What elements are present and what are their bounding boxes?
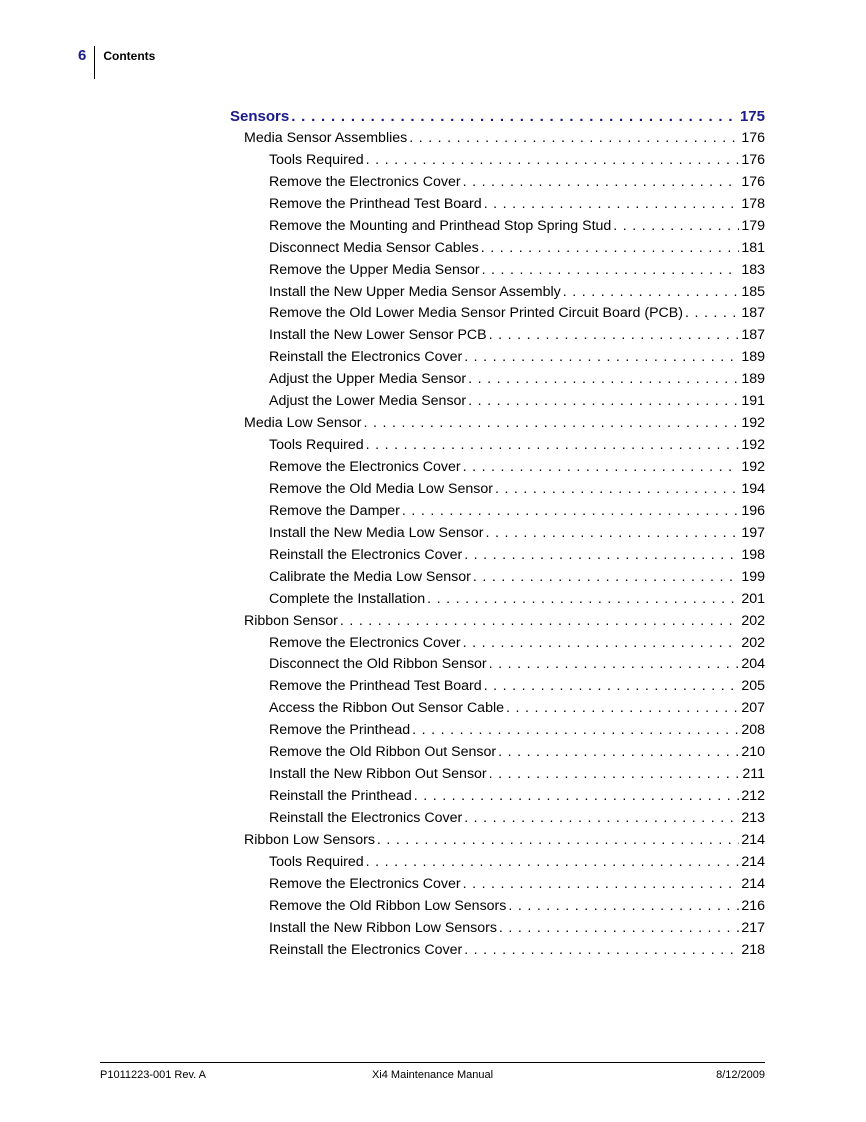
toc-dot-leader <box>340 613 739 629</box>
toc-dot-leader <box>464 810 739 826</box>
toc-entry-page: 183 <box>741 261 765 278</box>
toc-entry-page: 187 <box>741 305 765 322</box>
toc-entry-title: Install the New Ribbon Out Sensor <box>269 766 487 783</box>
toc-entry[interactable] <box>230 174 765 196</box>
toc-entry[interactable] <box>230 613 765 635</box>
toc-entry-title: Remove the Printhead Test Board <box>269 678 482 695</box>
toc-entry-title: Reinstall the Printhead <box>269 788 412 805</box>
toc-entry-page: 214 <box>741 875 765 892</box>
toc-entry-title: Remove the Old Ribbon Out Sensor <box>269 744 497 761</box>
toc-entry-page: 202 <box>741 634 765 651</box>
toc-entry[interactable] <box>230 108 765 130</box>
toc-entry-title: Reinstall the Electronics Cover <box>269 941 463 958</box>
toc-dot-leader <box>364 415 740 431</box>
toc-entry[interactable] <box>230 700 765 722</box>
toc-entry-page: 194 <box>741 480 765 497</box>
toc-entry-page: 189 <box>741 349 765 366</box>
toc-dot-leader <box>489 327 740 343</box>
toc-entry-title: Reinstall the Electronics Cover <box>269 810 463 826</box>
toc-entry-page: 187 <box>741 327 765 344</box>
toc-entry-title: Remove the Printhead Test Board <box>269 195 482 212</box>
toc-entry[interactable] <box>230 547 765 569</box>
toc-dot-leader <box>563 284 740 300</box>
toc-entry-title: Complete the Installation <box>269 590 426 607</box>
toc-entry-page: 176 <box>741 129 765 146</box>
page-footer <box>100 1062 765 1081</box>
toc-entry-title: Calibrate the Media Low Sensor <box>269 568 471 585</box>
toc-dot-leader <box>481 240 740 256</box>
toc-dot-leader <box>613 218 739 234</box>
toc-entry[interactable] <box>230 898 765 920</box>
toc-dot-leader <box>464 349 739 365</box>
footer-doc-number: P1011223-001 Rev. A <box>100 1069 207 1081</box>
toc-dot-leader <box>464 942 739 958</box>
toc-entry[interactable] <box>230 503 765 525</box>
toc-entry-page: 208 <box>741 722 765 739</box>
toc-dot-leader <box>473 569 739 585</box>
toc-entry-page: 176 <box>741 173 765 190</box>
footer-manual-title: Xi4 Maintenance Manual <box>371 1069 494 1081</box>
toc-entry-page: 185 <box>741 283 765 300</box>
toc-entry[interactable] <box>230 218 765 240</box>
toc-dot-leader <box>489 656 740 672</box>
toc-entry-page: 191 <box>741 393 765 410</box>
toc-entry-page: 216 <box>741 897 765 914</box>
toc-entry[interactable] <box>230 569 765 591</box>
toc-entry[interactable] <box>230 656 765 678</box>
toc-entry-title: Ribbon Low Sensors <box>244 831 375 848</box>
toc-entry[interactable] <box>230 920 765 942</box>
toc-entry-page: 207 <box>741 700 765 717</box>
toc-entry[interactable] <box>230 942 765 964</box>
toc-dot-leader <box>489 766 741 782</box>
toc-entry-title: Tools Required <box>269 853 364 870</box>
toc-entry-page: 179 <box>741 217 765 234</box>
toc-dot-leader <box>506 700 739 716</box>
toc-entry[interactable] <box>230 481 765 503</box>
toc-entry-title: Media Sensor Assemblies <box>244 129 408 146</box>
toc-dot-leader <box>463 174 740 190</box>
toc-entry-title: Install the New Lower Sensor PCB <box>269 327 487 344</box>
toc-dot-leader <box>463 635 740 651</box>
header-section-title: Contents <box>103 49 156 63</box>
toc-entry[interactable] <box>230 810 765 832</box>
toc-entry-page: 211 <box>742 766 765 783</box>
toc-dot-leader <box>366 437 740 453</box>
toc-entry[interactable] <box>230 327 765 349</box>
toc-entry-title: Install the New Upper Media Sensor Assembly <box>269 283 561 300</box>
toc-entry-page: 214 <box>741 831 765 848</box>
toc-dot-leader <box>414 788 740 804</box>
toc-entry[interactable] <box>230 591 765 613</box>
toc-entry[interactable] <box>230 305 765 327</box>
toc-entry-title: Adjust the Lower Media Sensor <box>269 393 467 410</box>
toc-entry[interactable] <box>230 788 765 810</box>
toc-dot-leader <box>427 591 739 607</box>
toc-entry[interactable] <box>230 196 765 218</box>
toc-entry[interactable] <box>230 371 765 393</box>
toc-entry-title: Remove the Printhead <box>269 722 411 739</box>
toc-entry-title: Media Low Sensor <box>244 415 362 432</box>
toc-dot-leader <box>486 525 740 541</box>
toc-entry-title: Reinstall the Electronics Cover <box>269 546 463 563</box>
toc-entry-title: Remove the Upper Media Sensor <box>269 261 480 278</box>
toc-entry[interactable] <box>230 744 765 766</box>
toc-entry[interactable] <box>230 459 765 481</box>
toc-dot-leader <box>366 152 740 168</box>
toc-entry-page: 202 <box>741 612 765 629</box>
toc-entry-title: Sensors <box>230 108 290 125</box>
toc-entry-title: Tools Required <box>269 437 364 454</box>
table-of-contents <box>230 108 765 964</box>
toc-entry-title: Install the New Ribbon Low Sensors <box>269 919 497 936</box>
toc-entry-title: Remove the Electronics Cover <box>269 173 461 190</box>
toc-entry-page: 204 <box>741 656 765 673</box>
toc-entry[interactable] <box>230 525 765 547</box>
toc-dot-leader <box>291 108 738 125</box>
toc-entry[interactable] <box>230 240 765 262</box>
toc-dot-leader <box>468 371 739 387</box>
toc-entry-page: 175 <box>739 108 765 125</box>
toc-entry[interactable] <box>230 766 765 788</box>
toc-dot-leader <box>366 854 740 870</box>
toc-entry[interactable] <box>230 393 765 415</box>
toc-entry-title: Remove the Damper <box>269 502 400 519</box>
toc-entry-page: 192 <box>741 459 765 475</box>
toc-entry-title: Adjust the Upper Media Sensor <box>269 371 467 388</box>
toc-entry[interactable] <box>230 284 765 306</box>
toc-entry-page: 198 <box>741 546 765 563</box>
toc-entry-page: 218 <box>741 941 765 958</box>
toc-dot-leader <box>402 503 739 519</box>
toc-dot-leader <box>484 678 740 694</box>
toc-entry[interactable] <box>230 349 765 371</box>
toc-entry-title: Reinstall the Electronics Cover <box>269 349 463 366</box>
toc-dot-leader <box>685 305 739 321</box>
toc-entry-page: 181 <box>741 239 765 256</box>
toc-entry-title: Tools Required <box>269 151 364 168</box>
toc-entry[interactable] <box>230 437 765 459</box>
toc-entry-title: Remove the Electronics Cover <box>269 875 461 892</box>
page-number: 6 <box>78 46 95 79</box>
toc-dot-leader <box>463 876 740 892</box>
toc-entry-title: Access the Ribbon Out Sensor Cable <box>269 700 505 717</box>
toc-entry[interactable] <box>230 722 765 744</box>
toc-entry[interactable] <box>230 415 765 437</box>
toc-entry-page: 201 <box>741 590 765 607</box>
toc-entry-page: 178 <box>741 195 765 212</box>
toc-entry[interactable] <box>230 876 765 898</box>
toc-entry[interactable] <box>230 130 765 152</box>
toc-entry-page: 213 <box>741 810 765 826</box>
toc-entry-page: 199 <box>741 568 765 585</box>
toc-entry-page: 192 <box>741 437 765 454</box>
toc-entry-title: Remove the Old Lower Media Sensor Printed Circuit Board (PCB) <box>269 305 683 322</box>
toc-entry[interactable] <box>230 832 765 854</box>
toc-dot-leader <box>409 130 739 146</box>
toc-dot-leader <box>495 481 739 497</box>
toc-dot-leader <box>468 393 739 409</box>
footer-date: 8/12/2009 <box>716 1069 766 1081</box>
toc-entry-title: Remove the Old Ribbon Low Sensors <box>269 897 507 914</box>
toc-entry-page: 192 <box>741 415 765 432</box>
toc-entry-title: Install the New Media Low Sensor <box>269 524 484 541</box>
toc-entry[interactable] <box>230 678 765 700</box>
toc-dot-leader <box>412 722 739 738</box>
toc-entry[interactable] <box>230 262 765 284</box>
toc-dot-leader <box>498 744 739 760</box>
toc-entry-title: Remove the Electronics Cover <box>269 459 461 475</box>
toc-entry-title: Remove the Mounting and Printhead Stop Spring Stud <box>269 217 612 234</box>
toc-entry[interactable] <box>230 152 765 174</box>
page-header <box>78 46 155 80</box>
toc-entry-page: 210 <box>741 744 765 761</box>
toc-entry-title: Disconnect the Old Ribbon Sensor <box>269 656 487 673</box>
toc-entry-title: Ribbon Sensor <box>244 612 338 629</box>
toc-entry[interactable] <box>230 635 765 657</box>
toc-entry-page: 205 <box>741 678 765 695</box>
toc-entry-page: 196 <box>741 502 765 519</box>
toc-dot-leader <box>464 547 739 563</box>
toc-entry-title: Remove the Old Media Low Sensor <box>269 480 493 497</box>
toc-entry-title: Disconnect Media Sensor Cables <box>269 239 479 256</box>
toc-entry-page: 217 <box>741 919 765 936</box>
toc-dot-leader <box>484 196 740 212</box>
toc-dot-leader <box>377 832 739 848</box>
toc-dot-leader <box>499 920 739 936</box>
toc-entry-page: 176 <box>741 151 765 168</box>
toc-dot-leader <box>482 262 740 278</box>
toc-dot-leader <box>508 898 739 914</box>
toc-entry[interactable] <box>230 854 765 876</box>
toc-entry-page: 189 <box>741 371 765 388</box>
toc-dot-leader <box>463 459 740 475</box>
toc-entry-title: Remove the Electronics Cover <box>269 634 461 651</box>
toc-entry-page: 197 <box>741 524 765 541</box>
toc-entry-page: 212 <box>741 788 765 805</box>
toc-entry-page: 214 <box>741 853 765 870</box>
